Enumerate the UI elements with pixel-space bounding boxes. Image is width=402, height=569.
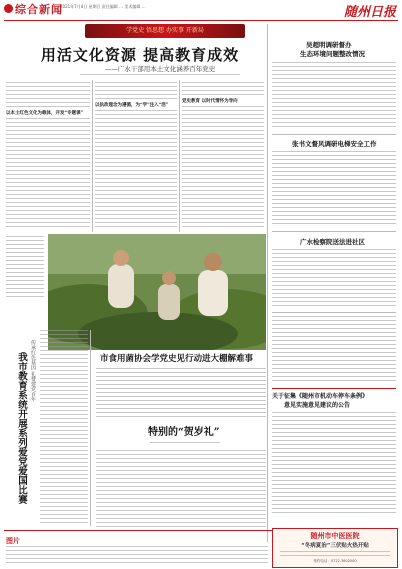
lead-subheadline: ——广水干部用本土文化涵养百年党史 [104, 65, 216, 73]
ad-phone: 预约电话：0722-3802000 [313, 559, 357, 563]
divider [272, 312, 396, 313]
paper-logo: 随州日报 [343, 5, 396, 20]
ad-title: 随州市中医医院 [310, 531, 360, 540]
lead-body-col1 [6, 118, 90, 230]
right-column-rule [267, 24, 268, 542]
divider [272, 231, 396, 232]
hospital-ad [272, 528, 398, 568]
lead-col1-heading: 以本土红色文化为载体，开发“专题课” [6, 111, 84, 116]
lead-headline: 用活文化资源 提高教育成效 [40, 46, 240, 64]
bottom-briefs [6, 546, 268, 566]
column-rule [92, 80, 93, 232]
lead-col3-heading: 党史教育 以时代情怀为导向 [182, 99, 238, 104]
lead-body-col2-top [95, 82, 177, 100]
lead-body-col1-top [6, 82, 90, 108]
bottom-section-label: 图片 [6, 537, 20, 545]
lead-col2-heading: 以执政理念为遵循，为“学”注入“活” [95, 103, 169, 108]
photo-caption [6, 236, 44, 298]
notice-body [272, 412, 396, 516]
lead-byline [80, 74, 240, 77]
campaign-banner: 学党史 悟思想 办实事 开新局 [85, 24, 245, 38]
lead-body-col2 [95, 110, 177, 230]
divider [272, 134, 396, 135]
vertical-feature-kicker: 传承红色基因 礼赞建党百年 [30, 340, 36, 402]
vertical-feature-title: 我市教育系统开展系列爱党爱国比赛 [16, 352, 27, 504]
right-article-4-body [272, 316, 396, 384]
column-rule [179, 80, 180, 232]
right-headline-1: 吴超明调研督办 [306, 41, 352, 49]
section-badge-icon [4, 4, 13, 13]
column-rule [90, 330, 91, 526]
right-headline-3: 广水检察院送法进社区 [300, 238, 365, 246]
feature-headline: 特别的“贺岁礼” [148, 427, 220, 438]
mid-headline: 市食用菌协会学党史见行动进大棚解难事 [100, 354, 254, 364]
notice-headline-2: 意见实施意见建议的公告 [284, 402, 351, 409]
notice-rule [272, 388, 396, 389]
right-headline-2: 张书文督风调研电梯安全工作 [292, 140, 377, 148]
feature-body [96, 450, 266, 528]
lead-body-col3-top [182, 82, 264, 96]
ad-body [280, 551, 390, 559]
right-article-2-body [272, 151, 396, 227]
date-line: 2021年7月4日 星期日 责任编辑 … 美术编辑 … [60, 4, 146, 9]
vertical-feature-body [40, 330, 88, 526]
lead-body-col3 [182, 106, 264, 230]
right-article-1-body [272, 62, 396, 130]
header-rule [4, 20, 398, 21]
notice-headline: 关于征集《随州市机动车停车条例》 [272, 393, 369, 400]
right-subhead-1: 生态环境问题整改情况 [300, 50, 365, 58]
ad-subtitle: “冬病夏治”三伏贴火热开贴 [301, 543, 369, 549]
feature-byline [150, 442, 220, 445]
section-title: 综合新闻 [15, 3, 63, 16]
right-article-3-body [272, 249, 396, 307]
mid-article-body [96, 368, 266, 420]
